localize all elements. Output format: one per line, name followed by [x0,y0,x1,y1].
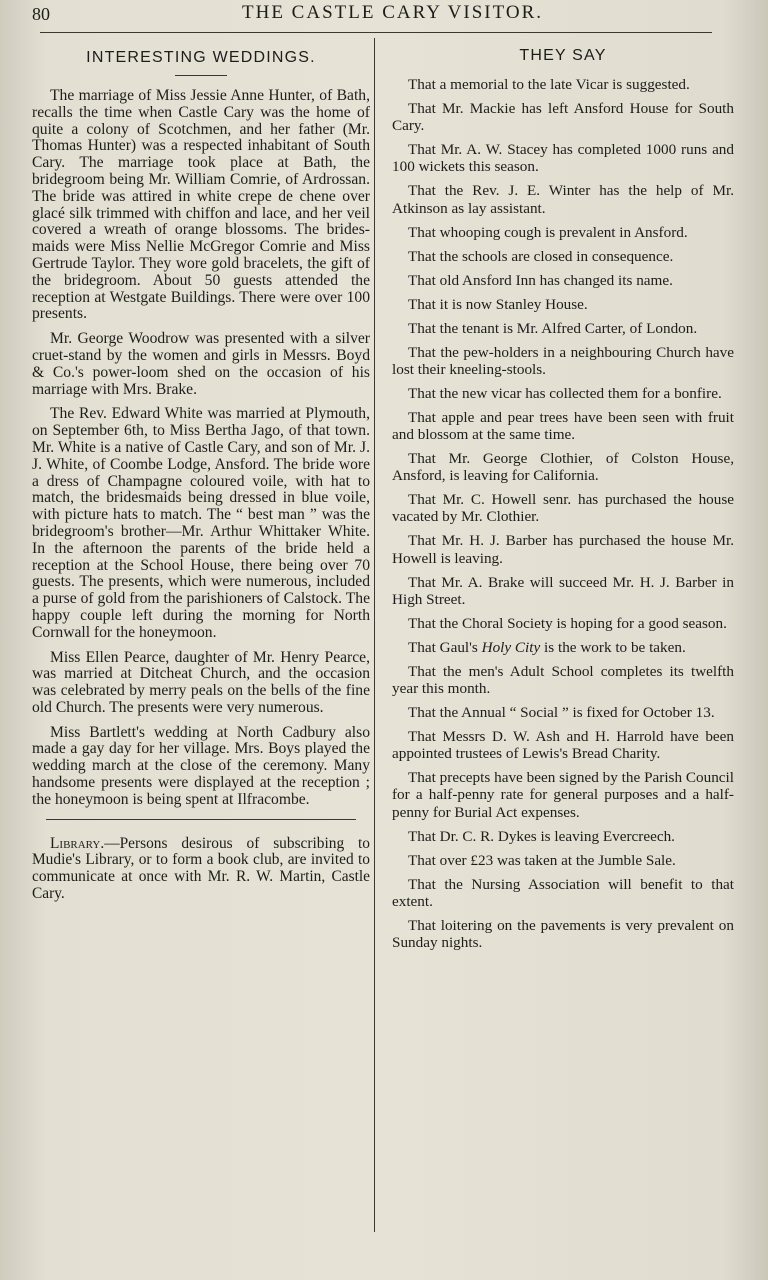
they-say-item: That the men's Adult School completes its twelfth year this month. [392,662,734,698]
they-say-item: That Gaul's Holy City is the work to be taken. [408,638,686,656]
they-say-item: That old Ansford Inn has changed its name. [408,271,673,289]
running-title: THE CASTLE CARY VISITOR. [242,2,544,23]
library-notice-text: —Persons desirous of subscribing to Mudie's Library, or to form a book club, are invited to communicate at once with Mr. R. W. Martin, Castle Cary. [32,834,370,903]
they-say-item: That the Nursing Association will benefit to that extent. [392,875,734,910]
header-rule [40,32,712,33]
they-say-item: That the Rev. J. E. Winter has the help of Mr. Atkinson as lay assistant. [392,182,734,217]
they-say-item: That Mr. A. W. Stacey has completed 1000 runs and 100 wickets this season. [392,141,734,176]
they-say-item: That Mr. C. Howell senr. has purchased the house vacated by Mr. Clothier. [392,491,734,526]
column-divider [374,38,375,1232]
right-column [392,38,734,958]
they-say-item: That the new vicar has collected them for a bonfire. [408,384,722,402]
they-say-item: That apple and pear trees have been seen with fruit and blossom at the same time. [392,408,734,444]
wedding-paragraph-bartlett: Miss Bartlett's wedding at North Cadbury also made a gay day for her village. Mrs. Boys played the wedding march at the close of the ceremony. Many handsome presents were displayed at the reception ; the honeymoon is being spent at Ilfracombe. [32,723,370,808]
section-rule [46,819,356,820]
they-say-item: That Dr. C. R. Dykes is leaving Evercreech. [408,827,675,845]
they-say-item: That the Choral Society is hoping for a good season. [408,614,727,632]
they-say-item: That precepts have been signed by the Parish Council for a half-penny rate for general purposes and a half-penny for Burial Act expenses. [392,769,734,821]
they-say-list [392,76,734,951]
weddings-heading: INTERESTING WEDDINGS. [86,49,316,66]
work-title: Holy City [481,638,541,656]
they-say-item: That a memorial to the late Vicar is suggested. [408,76,690,93]
they-say-heading: THEY SAY [519,47,607,64]
they-say-item: That the pew-holders in a neighbouring Church have lost their kneeling-stools. [392,343,734,378]
wedding-paragraph-hunter: The marriage of Miss Jessie Anne Hunter, of Bath, recalls the time when Castle Cary was the home of quite a colony of Scotchmen, and her father (Mr. Thomas Hunter) was a respected inhabitant of South Cary. The marriage took place at Bath, the bridegroom being Mr. William Comrie, of Ardrossan. The bride was attired in white crepe de chene over glacé silk trimmed with chiffon and lace, and her veil covered a wreath of orange blossoms. The bridesmaids were Miss Nellie McGregor Comrie and Miss Gertrude Taylor. They wore gold bracelets, the gift of the bridegroom. About 50 guests attended the reception at Westgate Buildings. There were over 100 presents. [32,87,370,323]
wedding-paragraph-pearce: Miss Ellen Pearce, daughter of Mr. Henry Pearce, was married at Ditcheat Church, and the occasion was celebrated by merry peals on the bells of the fine old Church. The presents were very numerous. [32,648,370,716]
they-say-item: That it is now Stanley House. [408,295,588,313]
wedding-paragraph-woodrow: Mr. George Woodrow was presented with a silver cruet-stand by the women and girls in Messrs. Boyd & Co.'s power-loom shed on the occasion of his marriage with Mrs. Brake. [32,330,370,398]
they-say-item: That Mr. Mackie has left Ansford House for South Cary. [392,100,734,135]
page-number: 80 [32,4,50,24]
they-say-item: That the schools are closed in consequence. [408,247,674,265]
they-say-item: That Mr. A. Brake will succeed Mr. H. J. Barber in High Street. [392,573,734,608]
they-say-item: That loitering on the pavements is very prevalent on Sunday nights. [392,916,734,952]
they-say-item: That Mr. H. J. Barber has purchased the house Mr. Howell is leaving. [392,532,734,567]
library-notice-lead: Library. [50,834,105,852]
they-say-item: That whooping cough is prevalent in Ansford. [408,223,688,241]
left-column [32,38,370,903]
they-say-item: That Messrs D. W. Ash and H. Harrold have been appointed trustees of Lewis's Bread Charity. [392,728,734,763]
they-say-item: That Mr. George Clothier, of Colston House, Ansford, is leaving for California. [392,450,734,485]
wedding-paragraph-white: The Rev. Edward White was married at Plymouth, on September 6th, to Miss Bertha Jago, of that town. Mr. White is a native of Castle Cary, and son of Mr. J. J. White, of Coombe Lodge, Ansford. The bride wore a dress of Champagne coloured voile, with hat to match, the bridesmaids being dressed in blue voile, with picture hats to match. The “ best man ” was the bridegroom's brother—Mr. Arthur Whittaker White. In the afternoon the parents of the bride held a reception at the School House, there being over 70 guests. The presents, which were numerous, included a purse of gold from the parishioners of Calstock. The happy couple left during the morning for North Cornwall for the honeymoon. [32,405,370,641]
they-say-item: That the Annual “ Social ” is fixed for October 13. [408,704,715,722]
heading-rule [175,75,227,76]
page-header [32,2,738,26]
library-notice [32,836,370,903]
they-say-item: That the tenant is Mr. Alfred Carter, of London. [408,319,698,337]
they-say-item: That over £23 was taken at the Jumble Sale. [408,851,676,869]
